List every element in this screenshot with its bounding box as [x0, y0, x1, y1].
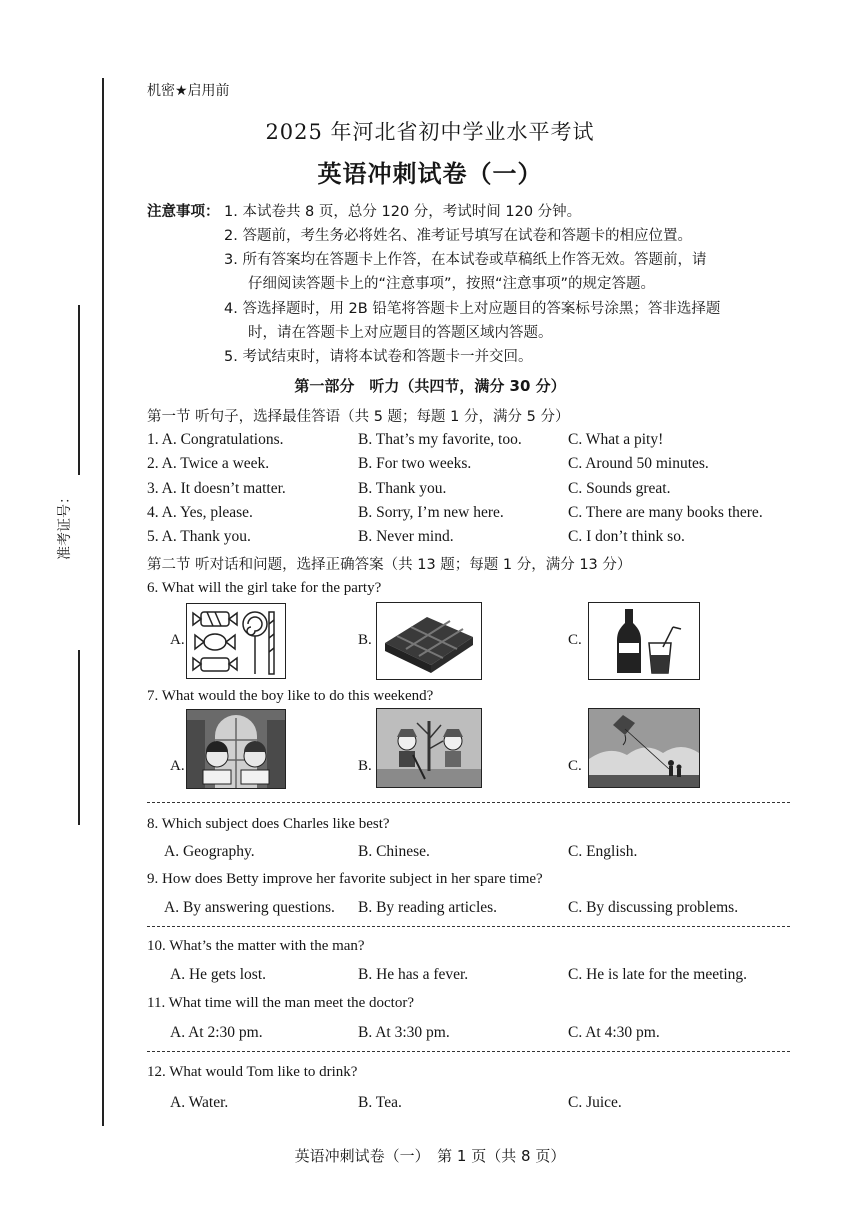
q8-option-b: B. Chinese.: [358, 843, 430, 860]
divider: [147, 802, 790, 803]
drinks-icon: [588, 602, 700, 680]
side-line-lower: [78, 650, 80, 825]
q1-option-c: C. What a pity!: [568, 431, 664, 448]
divider: [147, 1051, 790, 1052]
exam-subtitle: 英语冲刺试卷（一）: [317, 160, 543, 188]
q11-option-b: B. At 3:30 pm.: [358, 1024, 450, 1041]
q2-option-a: 2. A. Twice a week.: [147, 455, 270, 472]
q10-option-c: C. He is late for the meeting.: [568, 966, 748, 983]
q7-question: 7. What would the boy like to do this weekend?: [147, 688, 434, 704]
chocolate-icon: [376, 602, 482, 680]
q3-option-a: 3. A. It doesn’t matter.: [147, 480, 286, 497]
q6-label-c: C.: [568, 632, 582, 648]
q10-option-b: B. He has a fever.: [358, 966, 469, 983]
note-item: 时，请在答题卡上对应题目的答题区域内答题。: [248, 325, 553, 341]
divider: [147, 926, 790, 927]
q3-option-c: C. Sounds great.: [568, 480, 671, 497]
q2-option-b: B. For two weeks.: [358, 455, 472, 472]
q3-option-b: B. Thank you.: [358, 480, 447, 497]
q1-option-b: B. That’s my favorite, too.: [358, 431, 522, 448]
section2-title: 第二节 听对话和问题，选择正确答案（共 13 题；每题 1 分，满分 13 分）: [147, 557, 632, 573]
q11-option-c: C. At 4:30 pm.: [568, 1024, 660, 1041]
note-item: 2. 答题前，考生务必将姓名、准考证号填写在试卷和答题卡的相应位置。: [224, 228, 692, 244]
note-item: 5. 考试结束时，请将本试卷和答题卡一并交回。: [224, 349, 533, 365]
q9-option-b: B. By reading articles.: [358, 899, 498, 916]
q2-option-c: C. Around 50 minutes.: [568, 455, 709, 472]
note-item: 4. 答选择题时，用 2B 铅笔将答题卡上对应题目的答案标号涂黑；答非选择题: [224, 301, 721, 317]
q4-option-c: C. There are many books there.: [568, 504, 763, 521]
q11-question: 11. What time will the man meet the doctor?: [147, 995, 415, 1011]
q8-option-c: C. English.: [568, 843, 638, 860]
q7-label-b: B.: [358, 758, 372, 774]
note-item: 仔细阅读答题卡上的“注意事项”，按照“注意事项”的规定答题。: [248, 276, 656, 292]
candy-icon: [186, 603, 286, 679]
q8-question: 8. Which subject does Charles like best?: [147, 816, 390, 832]
binding-line-top: [102, 78, 104, 1126]
q1-option-a: 1. A. Congratulations.: [147, 431, 284, 448]
q12-option-a: A. Water.: [170, 1094, 229, 1111]
q5-option-b: B. Never mind.: [358, 528, 454, 545]
q5-option-a: 5. A. Thank you.: [147, 528, 251, 545]
section1-title: 第一节 听句子，选择最佳答语（共 5 题；每题 1 分，满分 5 分）: [147, 409, 570, 425]
q6-label-a: A.: [170, 632, 185, 648]
note-item: 1. 本试卷共 8 页，总分 120 分，考试时间 120 分钟。: [224, 204, 582, 220]
q7-label-a: A.: [170, 758, 185, 774]
tree-planting-icon: [376, 708, 482, 788]
q5-option-c: C. I don’t think so.: [568, 528, 685, 545]
q10-option-a: A. He gets lost.: [170, 966, 267, 983]
q6-question: 6. What will the girl take for the party?: [147, 580, 382, 596]
q6-label-b: B.: [358, 632, 372, 648]
notes-label: 注意事项：: [147, 204, 220, 220]
q7-label-c: C.: [568, 758, 582, 774]
kite-flying-icon: [588, 708, 700, 788]
reading-icon: [186, 709, 286, 789]
q12-option-c: C. Juice.: [568, 1094, 622, 1111]
side-label-exam-number: 准考证号：: [57, 490, 73, 560]
q12-option-b: B. Tea.: [358, 1094, 402, 1111]
page-footer: 英语冲刺试卷（一） 第 1 页（共 8 页）: [294, 1147, 566, 1165]
exam-title: 2025 年河北省初中学业水平考试: [265, 120, 595, 144]
confidential-label: 机密★启用前: [147, 83, 230, 99]
q11-option-a: A. At 2:30 pm.: [170, 1024, 263, 1041]
q10-question: 10. What’s the matter with the man?: [147, 938, 365, 954]
q12-question: 12. What would Tom like to drink?: [147, 1064, 358, 1080]
q9-question: 9. How does Betty improve her favorite subject in her spare time?: [147, 871, 543, 887]
q4-option-b: B. Sorry, I’m new here.: [358, 504, 504, 521]
q9-option-a: A. By answering questions.: [164, 899, 335, 916]
part1-title: 第一部分 听力（共四节，满分 30 分）: [294, 377, 566, 395]
q4-option-a: 4. A. Yes, please.: [147, 504, 253, 521]
q9-option-c: C. By discussing problems.: [568, 899, 739, 916]
note-item: 3. 所有答案均在答题卡上作答，在本试卷或草稿纸上作答无效。答题前，请: [224, 252, 707, 268]
q8-option-a: A. Geography.: [164, 843, 255, 860]
